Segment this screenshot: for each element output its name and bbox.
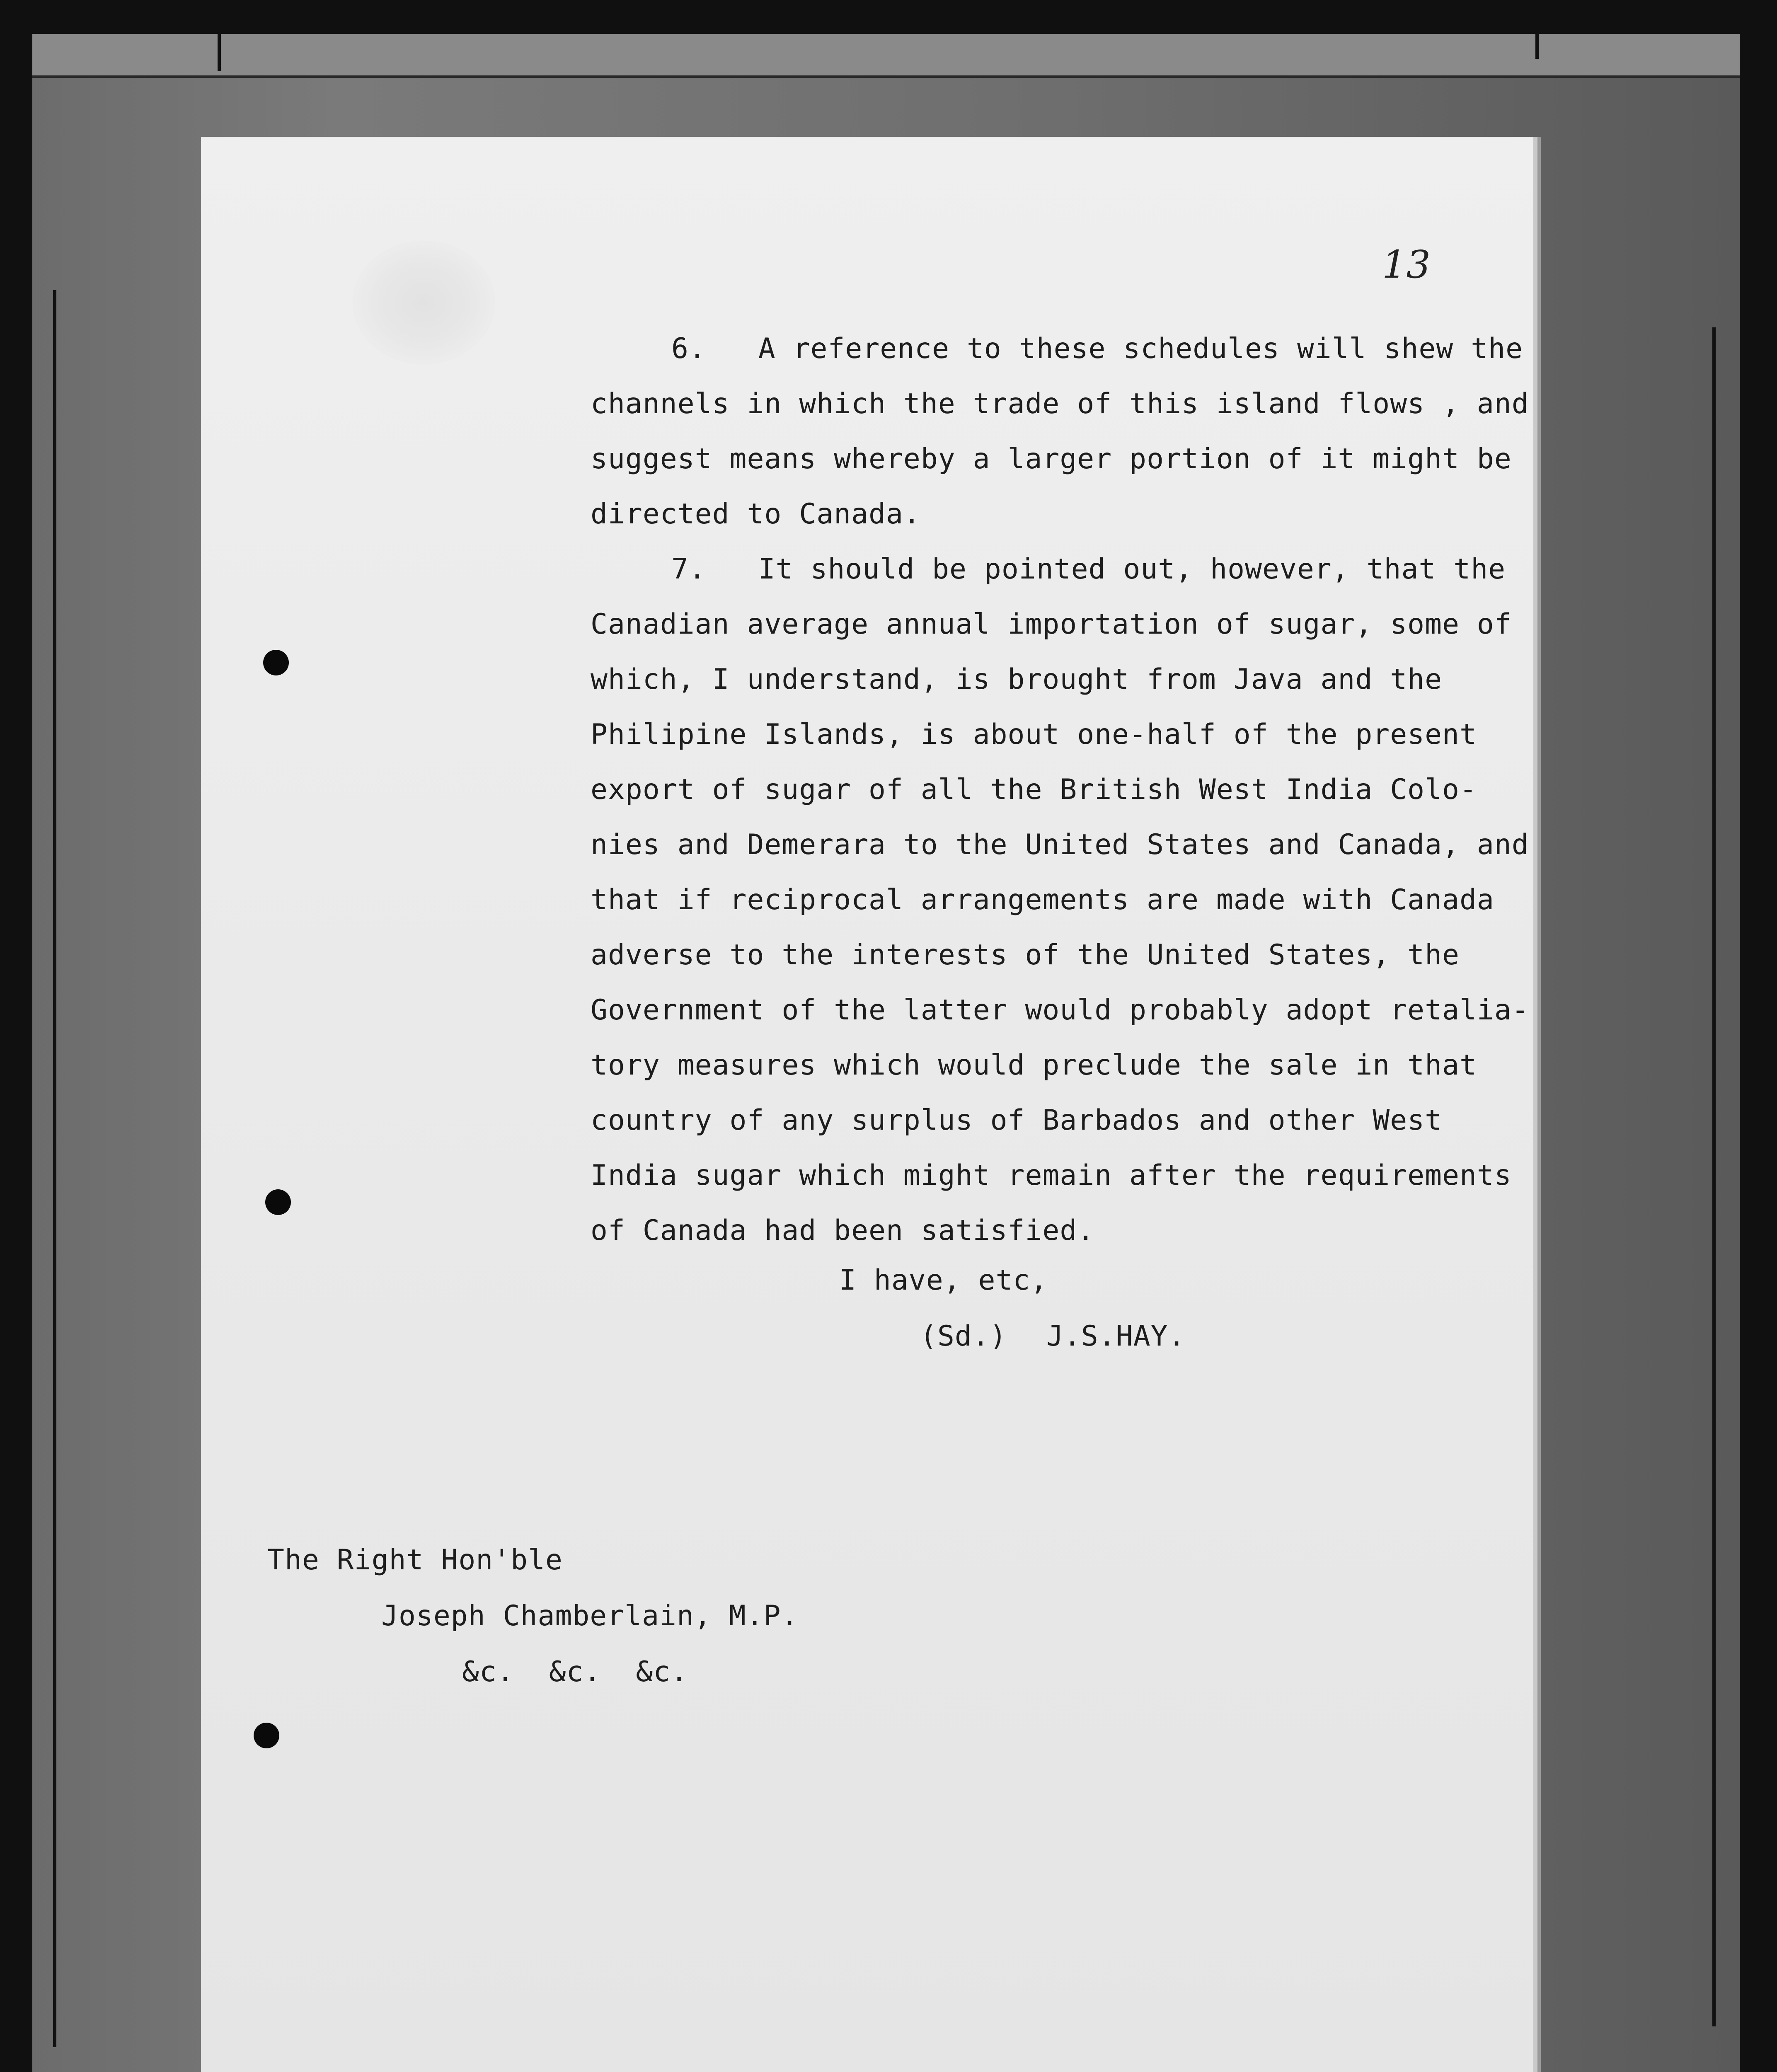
right-edge-line — [1712, 327, 1716, 2026]
letter-line: channels in which the trade of this island flows , and — [591, 387, 1529, 420]
letter-line: that if reciprocal arrangements are made with Canada — [591, 884, 1494, 916]
frame-top-strip — [32, 34, 1740, 78]
signature: J.S.HAY. — [1046, 1320, 1186, 1353]
letter-line: which, I understand, is brought from Java and the — [591, 663, 1443, 696]
page-number: 13 — [1382, 242, 1431, 287]
closing-line: I have, etc, — [839, 1264, 1048, 1297]
letter-line: 6. A reference to these schedules will shew the — [671, 332, 1523, 365]
document-page — [201, 137, 1533, 2072]
letter-line: suggest means whereby a larger portion of it might be — [591, 443, 1512, 475]
letter-body — [591, 321, 1529, 1258]
letter-line: Government of the latter would probably adopt retalia- — [591, 994, 1529, 1026]
letter-line: export of sugar of all the British West India Colo- — [591, 773, 1477, 806]
punch-hole — [265, 1189, 291, 1215]
punch-hole — [254, 1723, 279, 1748]
addressee-line-3: &c. &c. &c. — [462, 1656, 688, 1688]
letter-line: adverse to the interests of the United States, the — [591, 939, 1460, 971]
letter-line: nies and Demerara to the United States and Canada, and — [591, 828, 1529, 861]
punch-hole — [263, 650, 289, 675]
letter-line: of Canada had been satisfied. — [591, 1214, 1095, 1247]
letter-line: Philipine Islands, is about one-half of the present — [591, 718, 1477, 751]
addressee-line-1: The Right Hon'ble — [267, 1544, 563, 1576]
signature-prefix: (Sd.) — [920, 1320, 1007, 1353]
letter-line: tory measures which would preclude the sale in that — [591, 1049, 1477, 1082]
left-edge-line — [53, 290, 56, 2047]
addressee-line-2: Joseph Chamberlain, M.P. — [381, 1600, 799, 1632]
letter-line: 7. It should be pointed out, however, that the — [671, 553, 1506, 586]
embossed-seal-icon — [352, 240, 495, 365]
letter-line: India sugar which might remain after the requirements — [591, 1159, 1512, 1192]
top-left-tick — [218, 34, 221, 71]
letter-line: directed to Canada. — [591, 498, 921, 530]
letter-line: country of any surplus of Barbados and other West — [591, 1104, 1443, 1137]
top-right-tick — [1535, 34, 1539, 59]
letter-line: Canadian average annual importation of sugar, some of — [591, 608, 1512, 641]
